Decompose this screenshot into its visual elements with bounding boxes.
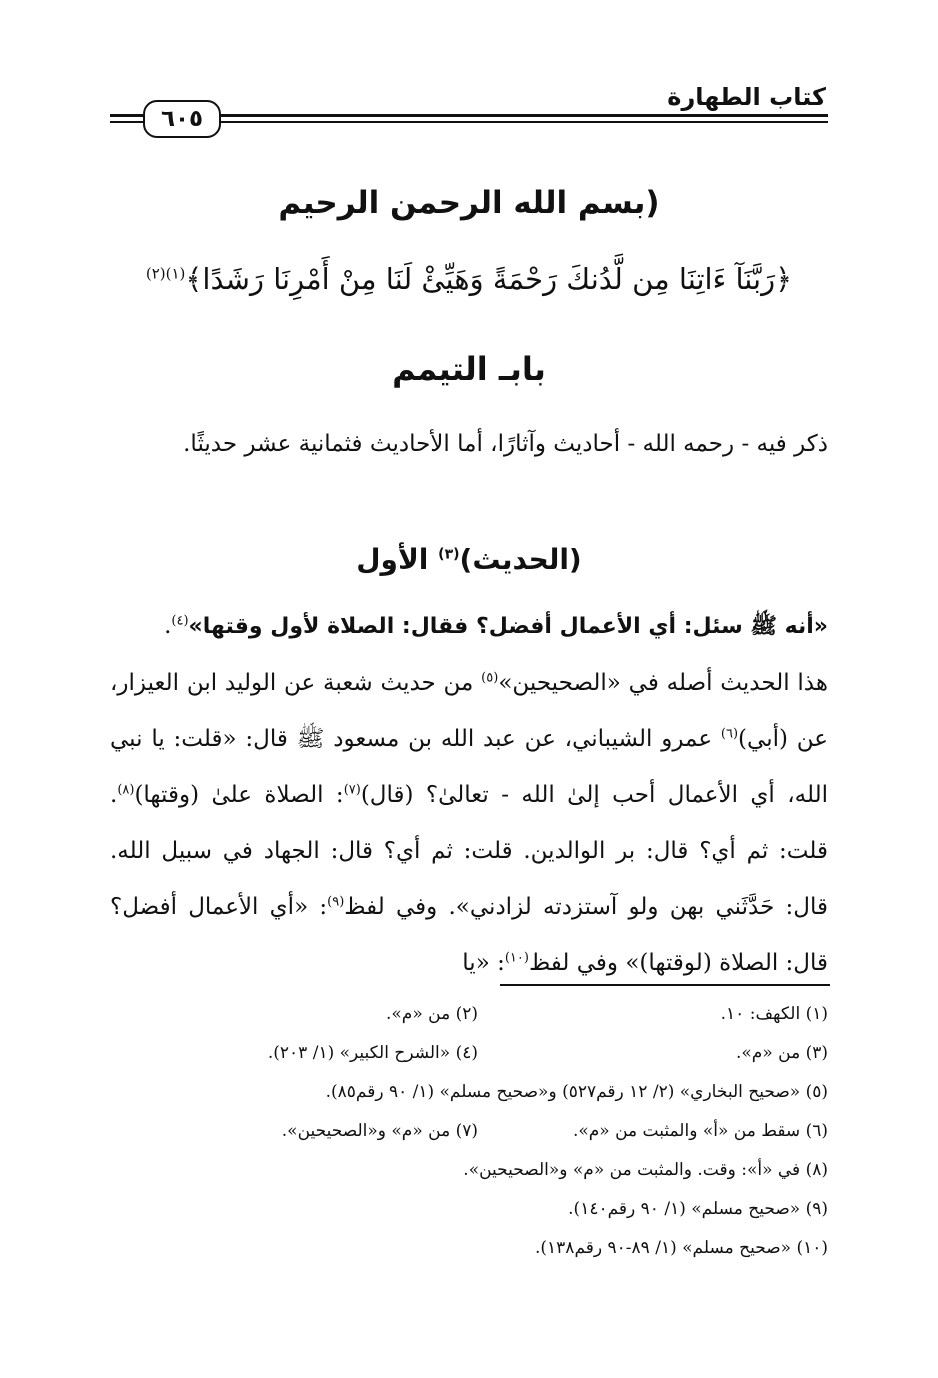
hadith-title (110, 543, 828, 576)
footnote-9: (٩) «صحيح مسلم» (١/ ٩٠ رقم١٤٠). (568, 1199, 828, 1219)
footnote-4: (٤) «الشرح الكبير» (١/ ٢٠٣). (267, 1043, 478, 1063)
intro-paragraph: ذكر فيه - رحمه الله - أحاديث وآثارًا، أما الأحاديث فثمانية عشر حديثًا. (183, 431, 828, 457)
chapter-title: بابـ التيمم (392, 350, 546, 388)
body-text-5: . قلت: ثم أي؟ قال: بر الوالدين. قلت: ثم أي؟ قال: الجهاد في سبيل الله. قال: حَدَّثَني بهن ولو آستزدته لزادني». وفي لفظ (110, 782, 828, 920)
footnote-ref-8: (٨) (117, 782, 135, 798)
body-text-6: : «أي الأعمال أفضل؟ قال: الصلاة (لوقتها)» وفي لفظ (110, 894, 828, 976)
body-text-3: عمرو الشيباني، عن عبد الله بن مسعود ﷺ قال: «قلت: يا نبي الله، أي الأعمال أحب إلىٰ الله - تعالىٰ؟ (قال) (110, 726, 829, 808)
hadith-title-ref: (٣) (438, 546, 460, 563)
footnote-7: (٧) من «م» و«الصحيحين». (281, 1121, 478, 1141)
footnote-6: (٦) سقط من «أ» والمثبت من «م». (572, 1121, 828, 1141)
footnote-ref-6: (٦) (720, 726, 739, 742)
hadith-title-a: (الحديث) (459, 543, 582, 576)
body-text-7: : «يا (462, 950, 505, 976)
footnote-1: (١) الكهف: ١٠. (720, 1004, 828, 1024)
quran-verse (110, 262, 828, 296)
footnote-row (110, 1034, 828, 1073)
footnote-ref-4: (٤) (171, 613, 189, 629)
footnote-5: (٥) «صحيح البخاري» (٢/ ١٢ رقم٥٢٧) و«صحيح مسلم» (١/ ٩٠ رقم٨٥). (325, 1082, 828, 1102)
footnote-ref-5: (٥) (481, 670, 499, 686)
footnote-2: (٢) من «م». (386, 1004, 478, 1024)
hadith-title-b: الأول (356, 543, 439, 576)
footnote-separator (500, 984, 830, 986)
body-text-2: من حديث شعبة عن الوليد ابن العيزار، عن (أبي) (110, 670, 829, 752)
footnote-ref-10: (١٠) (504, 950, 529, 966)
footnote-ref-7: (٧) (343, 782, 361, 798)
hadith-quote: «أنه ﷺ سئل: أي الأعمال أفضل؟ فقال: الصلاة لأول وقتها» (188, 614, 828, 639)
footnote-3: (٣) من «م». (736, 1043, 828, 1063)
page-number: ٦٠٥ (143, 100, 221, 138)
basmala: (بسم الله الرحمن الرحيم (278, 185, 660, 221)
verse-refs: (١)(٢) (145, 264, 186, 283)
quote-end: . (164, 613, 172, 639)
footnotes (110, 995, 828, 1268)
hadith-body (110, 598, 828, 991)
footnote-ref-9: (٩) (327, 894, 345, 910)
footnote-8: (٨) في «أ»: وقت. والمثبت من «م» و«الصحيحين». (463, 1160, 828, 1180)
footnote-10: (١٠) «صحيح مسلم» (١/ ٨٩-٩٠ رقم١٣٨). (535, 1238, 828, 1258)
footnote-row (110, 1112, 828, 1151)
footnote-row (110, 995, 828, 1034)
verse-text: ﴿رَبَّنَآ ءَاتِنَا مِن لَّدُنكَ رَحْمَةً وَهَيِّئْ لَنَا مِنْ أَمْرِنَا رَشَدًا﴾ (185, 262, 793, 296)
body-text-1: هذا الحديث أصله في «الصحيحين» (498, 670, 828, 696)
running-title: كتاب الطهارة (667, 83, 826, 111)
body-text-4: : الصلاة علىٰ (وقتها) (134, 782, 344, 808)
